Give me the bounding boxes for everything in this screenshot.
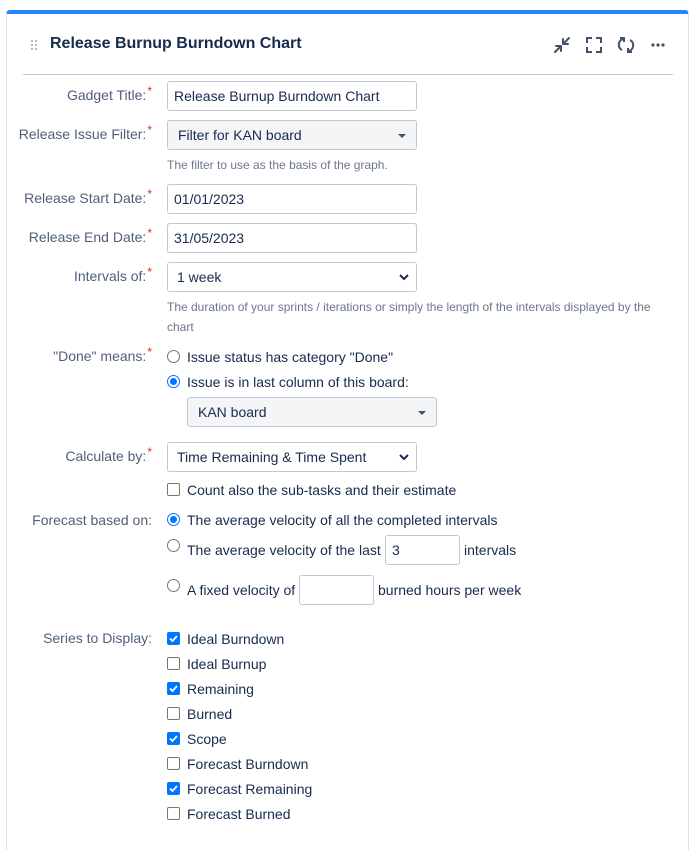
calculate-by-select[interactable]: Time Remaining & Time Spent [167, 442, 417, 472]
more-icon[interactable] [647, 34, 669, 56]
subtasks-checkbox[interactable] [167, 483, 180, 496]
done-means-label: "Done" means:* [53, 345, 152, 364]
gadget-title: Release Burnup Burndown Chart [50, 35, 302, 52]
radio-button[interactable] [167, 350, 180, 363]
drag-handle-icon[interactable] [31, 40, 39, 52]
checkbox[interactable] [167, 657, 180, 670]
checkbox[interactable] [167, 707, 180, 720]
calculate-by-label: Calculate by:* [65, 445, 152, 464]
refresh-icon[interactable] [615, 34, 637, 56]
series-item-label: Forecast Burned [187, 806, 291, 822]
checkbox-checked[interactable] [167, 782, 180, 795]
release-end-date-input[interactable]: 31/05/2023 [167, 223, 417, 253]
gadget-title-label: Gadget Title:* [66, 84, 152, 103]
caret-down-icon [398, 134, 406, 138]
series-item-label: Scope [187, 731, 227, 747]
checkbox-checked[interactable] [167, 632, 180, 645]
series-item-label: Ideal Burndown [187, 631, 285, 647]
forecast-last-suffix: intervals [464, 542, 517, 558]
release-start-date-input[interactable]: 01/01/2023 [167, 184, 417, 214]
series-item-label: Forecast Burndown [187, 756, 309, 772]
forecast-option-fixed-radio[interactable] [167, 576, 181, 596]
series-item-label: Ideal Burnup [187, 656, 267, 672]
radio-button[interactable] [167, 539, 180, 552]
checkbox[interactable] [167, 757, 180, 770]
board-select[interactable]: KAN board [187, 397, 437, 427]
gadget-header [7, 14, 688, 74]
series-item-label: Burned [187, 706, 233, 722]
intervals-of-select[interactable]: 1 week [167, 262, 417, 292]
forecast-option-last-radio[interactable] [167, 536, 181, 556]
forecast-last-prefix: The average velocity of the last [187, 542, 381, 558]
release-issue-filter-select[interactable]: Filter for KAN board [167, 120, 417, 150]
forecast-fixed-prefix: A fixed velocity of [187, 582, 296, 598]
release-end-date-label: Release End Date:* [28, 226, 152, 245]
forecast-fixed-suffix: burned hours per week [378, 582, 522, 598]
forecast-fixed-velocity-input[interactable] [299, 575, 374, 605]
release-start-date-label: Release Start Date:* [24, 187, 152, 206]
header-divider [23, 74, 673, 75]
intervals-of-help: The duration of your sprints / iterations or simply the length of the intervals displayed by the chart [167, 300, 651, 334]
chevron-down-icon [398, 451, 410, 463]
forecast-label: Forecast based on: [32, 512, 152, 528]
radio-button[interactable] [167, 579, 180, 592]
series-item-label: Forecast Remaining [187, 781, 313, 797]
checkbox-checked[interactable] [167, 732, 180, 745]
series-item-label: Remaining [187, 681, 254, 697]
chevron-down-icon [398, 271, 410, 283]
checkbox-checked[interactable] [167, 682, 180, 695]
radio-button-selected[interactable] [167, 375, 180, 388]
checkbox[interactable] [167, 807, 180, 820]
forecast-last-intervals-input[interactable]: 3 [385, 535, 460, 565]
intervals-of-label: Intervals of:* [73, 265, 152, 284]
gadget-title-input[interactable]: Release Burnup Burndown Chart [167, 81, 417, 111]
fullscreen-icon[interactable] [583, 34, 605, 56]
minimize-icon[interactable] [551, 34, 573, 56]
release-issue-filter-label: Release Issue Filter:* [18, 123, 152, 142]
series-to-display-label: Series to Display: [43, 630, 152, 646]
caret-down-icon [418, 411, 426, 415]
radio-button-selected[interactable] [167, 513, 180, 526]
release-issue-filter-help: The filter to use as the basis of the graph. [167, 158, 388, 172]
